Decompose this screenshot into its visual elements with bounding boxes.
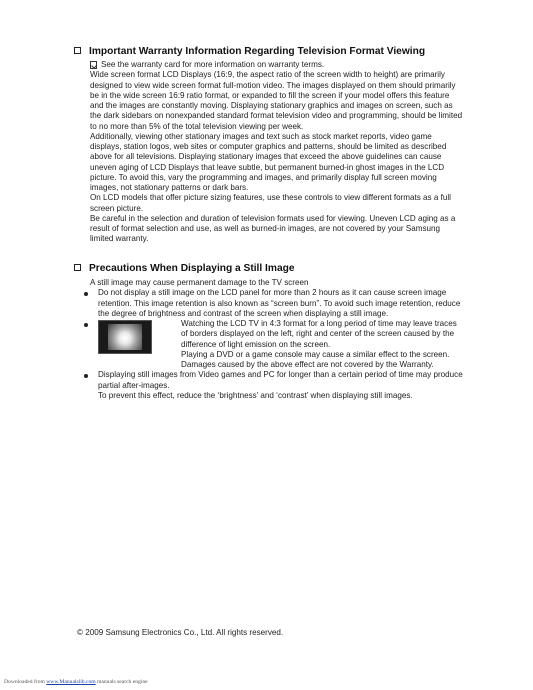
bullet-2-text-2: Playing a DVD or a game console may cause a similar effect to the screen. Damages caused by the above effect are not covered by the Warranty. (181, 349, 450, 369)
bullet-dot-icon (84, 292, 88, 296)
manualslib-link[interactable]: www.Manualslib.com (46, 679, 96, 685)
warranty-body (74, 60, 464, 245)
warranty-paragraph-4: Be careful in the selection and duration of television formats used for viewing. Uneven LCD aging as a result of format selection and use, as well as burned-in images, are not covered by your Samsung limited warranty. (90, 213, 456, 244)
bullet-3-text-2: To prevent this effect, reduce the ‘brightness’ and ‘contrast’ when displaying still images. (98, 390, 413, 400)
list-item (74, 288, 464, 319)
list-item (74, 319, 464, 370)
download-suffix: manuals search engine (97, 679, 148, 685)
warranty-note-text: See the warranty card for more information on warranty terms. (101, 60, 325, 69)
note-pencil-icon (90, 61, 97, 69)
still-image-intro: A still image may cause permanent damage to the TV screen (90, 278, 309, 287)
bullet-3-text-1: Displaying still images from Video games and PC for longer than a certain period of time may produce partial after-images. (98, 370, 463, 390)
still-image-section (74, 262, 464, 401)
checkbox-square-icon (74, 47, 81, 54)
tv-screen-glow (108, 324, 142, 350)
download-prefix: Downloaded from (4, 679, 45, 685)
still-image-heading (74, 262, 464, 275)
warranty-paragraph-1: Wide screen format LCD Displays (16:9, the aspect ratio of the screen width to height) are primarily designed to view wide screen format full-motion video. The images displayed on them should primarily be in the wide screen 16:9 ratio format, or expanded to fill the screen if your model offers this feature and the images are constantly moving. Displaying stationary graphics and images on screen, such as the dark sidebars on nonexpanded standard format television video and programming, should be limited to no more than 5% of the total television viewing per week. (90, 70, 463, 131)
list-item (74, 370, 464, 401)
warranty-note (90, 60, 464, 70)
still-image-body (74, 278, 464, 401)
bullet-1-text: Do not display a still image on the LCD panel for more than 2 hours as it can cause screen image retention. This image retention is also known as “screen burn”. To avoid such image retention, reduce the degree of brightness and contrast of the screen when displaying a still image. (98, 288, 461, 318)
tv-thumbnail-image (98, 320, 152, 354)
copyright-footer: © 2009 Samsung Electronics Co., Ltd. All rights reserved. (77, 628, 284, 637)
bullet-dot-icon (84, 323, 88, 327)
warranty-section (74, 45, 464, 245)
bullet-2-text-1: Watching the LCD TV in 4:3 format for a long period of time may leave traces of borders displayed on the left, right and center of the screen caused by the difference of light emission on the screen. (181, 319, 457, 349)
warranty-paragraph-2: Additionally, viewing other stationary images and text such as stock market reports, video game displays, station logos, web sites or computer graphics and patterns, should be limited as described above for all televisions. Displaying stationary images that exceed the above guidelines can cause uneven aging of LCD Displays that leave subtle, but permanent burned-in ghost images in the LCD picture. To avoid this, vary the programming and images, and primarily display full screen moving images, not stationary patterns or dark bars. (90, 131, 447, 192)
checkbox-square-icon (74, 264, 81, 271)
warranty-heading-text: Important Warranty Information Regarding Television Format Viewing (89, 46, 426, 57)
precaution-list (74, 288, 464, 401)
warranty-heading (74, 45, 464, 58)
download-credit (4, 679, 148, 685)
warranty-paragraph-3: On LCD models that offer picture sizing features, use these controls to view different formats as a full screen picture. (90, 193, 451, 213)
still-image-heading-text: Precautions When Displaying a Still Image (89, 263, 295, 274)
bullet-dot-icon (84, 374, 88, 378)
